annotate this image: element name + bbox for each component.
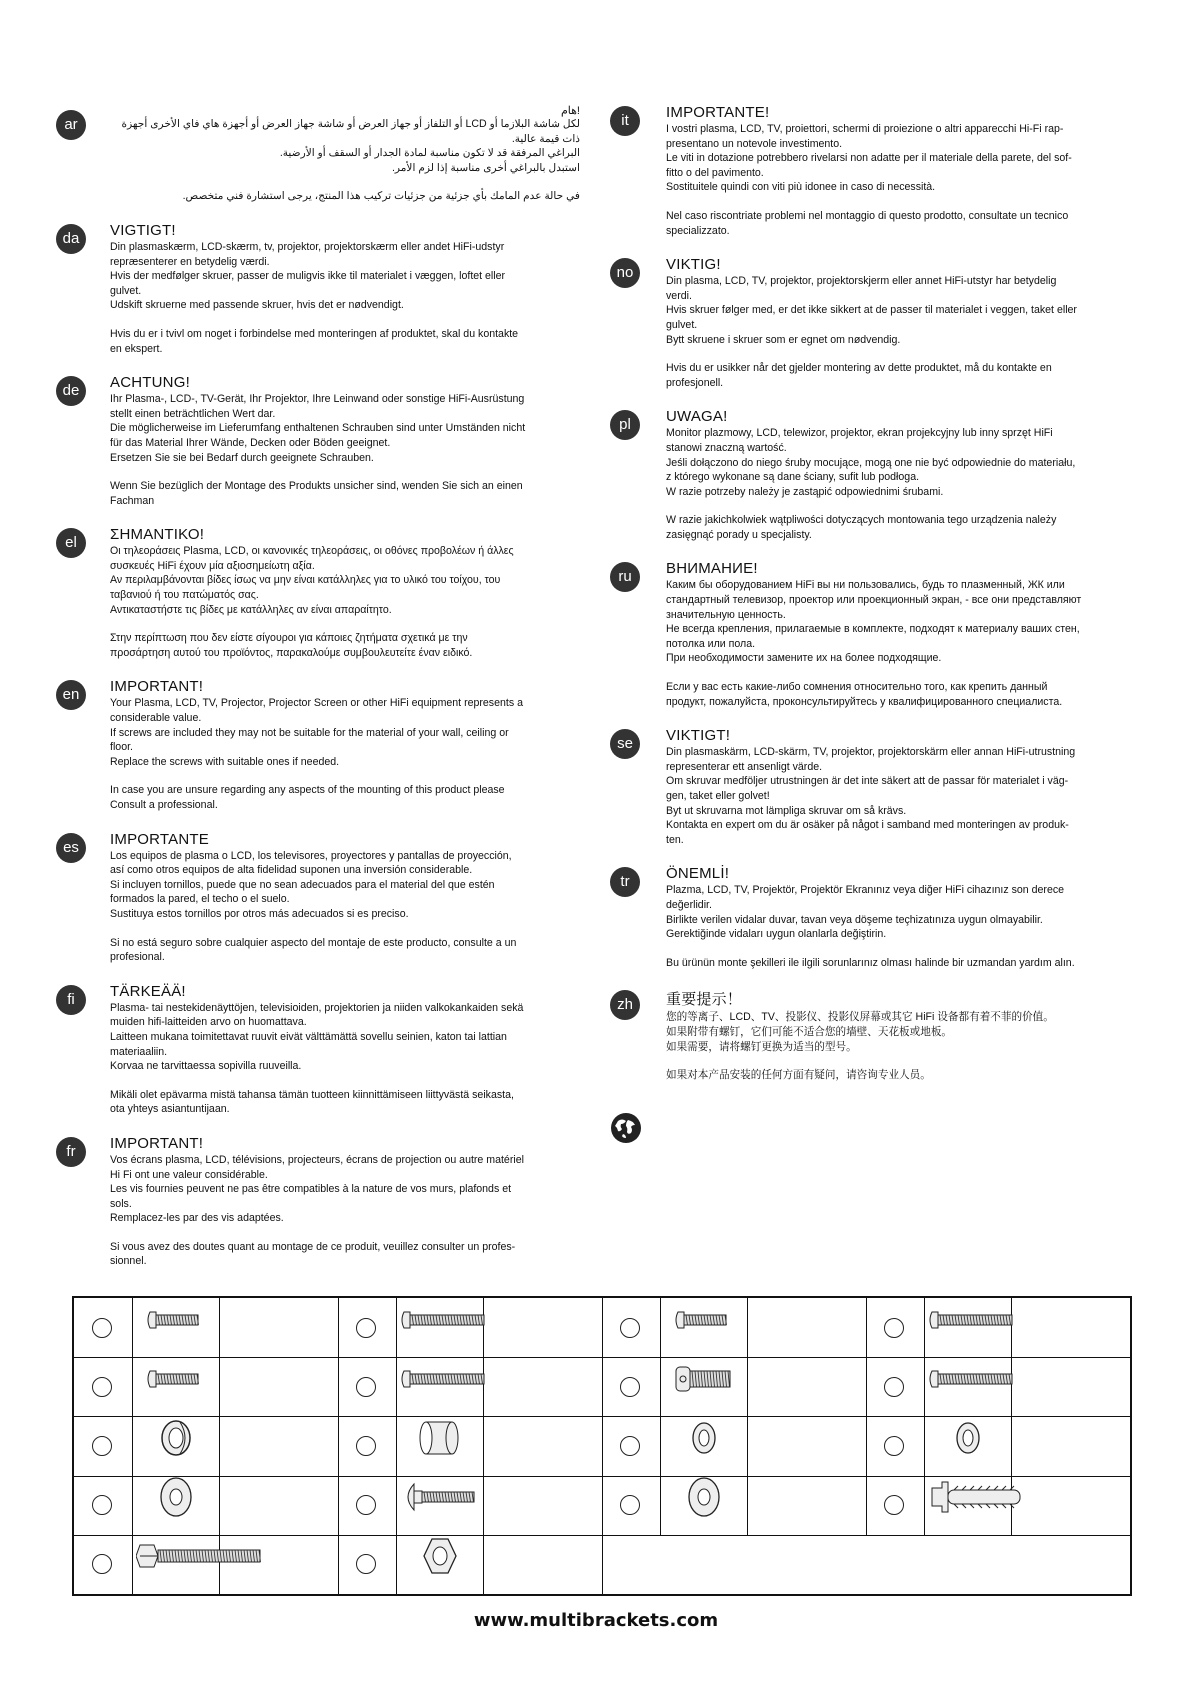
section-paragraph: Din plasmaskærm, LCD-skærm, tv, projektor, projektorskærm eller andet HiFi-udstyr repræsenterer en betydelig værdi. Hvis der medfølger skruer, passer de muligvis ikke til materialet i væggen, loftet eller gulvet. Udskift skruerne med passende skruer, hvis det er nødvendigt.	[110, 240, 506, 312]
washer-small-icon	[951, 1418, 985, 1463]
section-paragraph: Mikäli olet epävarma mistä tahansa tämän tuotteen kiinnittämiseen liittyvästä seikasta, ota yhteys asiantuntijaan.	[110, 1088, 514, 1116]
carriage-bolt-icon	[400, 1480, 480, 1519]
language-badge-fr: fr	[56, 1137, 86, 1167]
section-paragraph: Plasma- tai nestekidenäyttöjen, televisioiden, projektorien ja niiden valkokankaiden sekä muiden hifi-laitteiden arvo on huomattava. Laitteen mukana toimitettavat ruuvit eivät välttämättä sovellu seinien, katon tai lattian materiaaliin. Korvaa ne tarvittaessa sopivilla ruuveilla.	[110, 1001, 524, 1073]
section-paragraph: Vos écrans plasma, LCD, télévisions, projecteurs, écrans de projection ou autre matériel Hi Fi ont une valeur considérable. Les vis fournies peuvent ne pas être compatibles à la nature de vos murs, plafonds et sols. Remplacez-les par des vis adaptées.	[110, 1153, 524, 1225]
section-ar	[64, 104, 580, 204]
globe-icon	[610, 1112, 642, 1144]
section-zh	[617, 988, 1136, 1082]
section-paragraph: في حالة عدم المامك بأي جزئية من جزئيات تركيب هذا المنتج، يرجى استشارة فني متخصص.	[182, 190, 580, 203]
table-col-divider	[396, 1298, 397, 1594]
section-paragraph: In case you are unsure regarding any aspects of the mounting of this product please Consult a professional.	[110, 784, 505, 811]
table-col-divider	[660, 1298, 661, 1536]
section-se	[617, 727, 1136, 847]
section-paragraph: Bu ürünün monte şekilleri ile ilgili sorunlarınız olması halinde bir uzmandan yardım alın.	[666, 956, 1075, 969]
screw-long-icon	[928, 1309, 1018, 1336]
section-heading: ACHTUNG!	[110, 374, 190, 392]
section-paragraph: Monitor plazmowy, LCD, telewizor, projektor, ekran projekcyjny lub inny sprzęt HiFi stanowi znaczną wartość. Jeśli dołączono do niego śruby mocujące, mogą one nie być odpowiednie do materiału, z którego wykonane są dane ściany, sufit lub podłoga. W razie potrzeby należy je zastąpić odpowiednimi śrubami.	[666, 427, 1076, 498]
washer-flat-icon	[684, 1475, 724, 1524]
table-col-divider	[338, 1298, 339, 1594]
part-checkbox[interactable]	[92, 1495, 112, 1515]
part-checkbox[interactable]	[884, 1495, 904, 1515]
section-es	[63, 830, 580, 965]
table-col-divider	[602, 1298, 603, 1594]
table-col-divider	[132, 1298, 133, 1594]
section-da	[62, 221, 580, 356]
section-paragraph: Каким бы оборудованием HiFi вы ни пользовались, будь то плазменный, ЖК или стандартный телевизор, проектор или проекционный экран, - все они представляют значительную ценность. Не всегда крепления, прилагаемые в комплекте, подходят к материалу ваших стен, потолка или пола. При необходимости замените их на более подходящие.	[666, 579, 1082, 665]
section-paragraph: I vostri plasma, LCD, TV, proiettori, schermi di proiezione o altri apparecchi Hi-Fi rap- presentano un notevole investimento. Le viti in dotazione potrebbero rivelarsi non adatte per il materiale della parete, del sof- fitto o del pavimento. Sostituitele quindi con viti più idonee in caso di necessità.	[666, 123, 1072, 194]
language-badge-ar: ar	[56, 110, 86, 140]
section-heading: 重要提示！	[666, 991, 743, 1009]
washer-flat-icon	[156, 1475, 196, 1524]
language-badge-es: es	[56, 833, 86, 863]
section-heading: ÖNEMLİ!	[666, 865, 730, 883]
hex-bolt-icon	[136, 1541, 266, 1576]
language-badge-fi: fi	[56, 985, 86, 1015]
section-heading: VIKTIG!	[666, 256, 721, 274]
section-paragraph: Si no está seguro sobre cualquier aspecto del montaje de este producto, consulte a un profesional.	[110, 936, 517, 964]
table-col-divider	[924, 1298, 925, 1536]
section-paragraph: Si vous avez des doutes quant au montage de ce produit, veuillez consulter un profes- sionnel.	[110, 1240, 516, 1268]
section-pl	[619, 408, 1136, 542]
section-paragraph: Οι τηλεοράσεις Plasma, LCD, οι κανονικές τηλεοράσεις, οι οθόνες προβολέων ή άλλες συσκευές HiFi έχουν μία αξιοσημείωτη αξία. Αν περιλαμβάνονται βίδες ίσως να μην είναι κατάλληλες για το υλικό του τοίχου, του ταβανιού ή του πατώματός σας. Αντικαταστήστε τις βίδες με κατάλληλες αν είναι απαραίτητο.	[110, 545, 514, 616]
section-paragraph: Hvis du er i tvivl om noget i forbindelse med monteringen af produktet, skal du kontakte en ekspert.	[110, 327, 519, 355]
part-checkbox[interactable]	[884, 1318, 904, 1338]
section-heading: VIKTIGT!	[666, 727, 731, 745]
section-el	[65, 526, 580, 660]
wall-plug-icon	[928, 1480, 1028, 1519]
language-badge-no: no	[610, 258, 640, 288]
section-heading: IMPORTANT!	[110, 1134, 204, 1152]
table-col-divider	[483, 1298, 484, 1594]
section-paragraph: Wenn Sie bezüglich der Montage des Produkts unsicher sind, wenden Sie sich an einen Fachman	[110, 480, 523, 507]
section-heading: IMPORTANTE	[110, 830, 209, 848]
hex-nut-icon	[420, 1536, 460, 1581]
part-checkbox[interactable]	[356, 1377, 376, 1397]
section-paragraph: W razie jakichkolwiek wątpliwości dotyczących montowania tego urządzenia należy zasięgnąć porady u specjalisty.	[666, 514, 1057, 541]
section-paragraph: لكل شاشة البلازما أو LCD أو التلفاز أو جهاز العرض أو شاشة جهاز العرض أو أجهزة هاي فاي الأخرى أجهزة ذات قيمة عالية. البراغي المرفقة قد لا تكون مناسبة لمادة الجدار أو السقف أو الأرضية. استبدل بالبراغي أخرى مناسبة إذا لزم الأمر.	[121, 118, 580, 174]
section-fr	[66, 1134, 580, 1269]
left-column	[62, 104, 580, 1287]
right-column	[616, 104, 1136, 1101]
spacer-icon	[418, 1418, 462, 1463]
section-it	[621, 104, 1136, 238]
section-paragraph: Los equipos de plasma o LCD, los televisores, proyectores y pantallas de proyección, así como otros equipos de alta fidelidad suponen una inversión considerable. Si incluyen tornillos, puede que no sean adecuados para el material del que estén formados la pared, el techo o el suelo. Sustituya estos tornillos por otros más adecuados si es preciso.	[110, 849, 512, 920]
parts-table	[72, 1296, 1132, 1596]
section-en	[62, 678, 580, 812]
language-badge-el: el	[56, 528, 86, 558]
screw-long-icon	[400, 1309, 490, 1336]
section-paragraph: Din plasmaskärm, LCD-skärm, TV, projektor, projektorskärm eller annan HiFi-utrustning representerar ett ansenligt värde. Om skruvar medföljer utrustningen är det inte säkert att de passar för materialet i väg- gen, taket eller golvet! Byt ut skruvarna mot lämpliga skruvar om så krävs. Kontakta en expert om du är osäker på något i samband med monteringen av produk- ten.	[666, 746, 1076, 846]
section-paragraph: Если у вас есть какие-либо сомнения относительно того, как крепить данный продукт, пожалуйста, проконсультируйтесь у квалифицированного специалиста.	[666, 681, 1063, 708]
part-checkbox[interactable]	[620, 1318, 640, 1338]
section-heading: VIGTIGT!	[110, 221, 176, 239]
washer-small-icon	[687, 1418, 721, 1463]
section-heading: IMPORTANT!	[110, 678, 204, 696]
language-badge-de: de	[56, 376, 86, 406]
section-paragraph: Ihr Plasma-, LCD-, TV-Gerät, Ihr Projektor, Ihre Leinwand oder sonstige HiFi-Ausrüstung stellt einen beträchtlichen Wert dar. Die möglicherweise im Lieferumfang enthaltenen Schrauben sind unter Umständen nicht für das Material Ihrer Wände, Decken oder Böden geeignet. Ersetzen Sie sie bei Bedarf durch geeignete Schrauben.	[110, 393, 526, 464]
section-paragraph: 如果对本产品安装的任何方面有疑问，请咨询专业人员。	[666, 1069, 931, 1082]
screw-short-icon	[674, 1309, 734, 1336]
part-checkbox[interactable]	[356, 1318, 376, 1338]
screw-short-icon	[146, 1368, 206, 1395]
screw-short-icon	[146, 1309, 206, 1336]
section-paragraph: Din plasma, LCD, TV, projektor, projektorskjerm eller annet HiFi-utstyr har betydelig verdi. Hvis skruer følger med, er det ikke sikkert at de passer til materialet i veggen, taket eller gulvet. Bytt skruene i skruer som er egnet om nødvendig.	[666, 275, 1077, 346]
part-checkbox[interactable]	[620, 1495, 640, 1515]
section-heading: ΣΗΜΑΝΤΙΚΟ!	[110, 526, 205, 544]
part-checkbox[interactable]	[92, 1318, 112, 1338]
section-heading: UWAGA!	[666, 408, 728, 426]
screw-long-icon	[928, 1368, 1018, 1395]
section-paragraph: Plazma, LCD, TV, Projektör, Projektör Ekranınız veya diğer HiFi cihazınız son derece değerlidir. Birlikte verilen vidalar duvar, tavan veya döşeme teçhizatınıza uygun olmayabilir. Gerektiğinde vidaları uygun olanlarla değiştirin.	[666, 884, 1065, 941]
part-checkbox[interactable]	[356, 1554, 376, 1574]
screw-socket-icon	[674, 1365, 734, 1398]
section-heading: !هام	[560, 105, 580, 117]
section-fi	[67, 982, 580, 1117]
part-checkbox[interactable]	[884, 1436, 904, 1456]
section-tr	[620, 865, 1136, 970]
section-heading: IMPORTANTE!	[666, 104, 770, 121]
screw-long-icon	[400, 1368, 490, 1395]
section-heading: TÄRKEÄÄ!	[110, 982, 186, 1000]
language-badge-se: se	[610, 729, 640, 759]
section-paragraph: Hvis du er usikker når det gjelder montering av dette produktet, må du kontakte en profesjonell.	[666, 362, 1052, 389]
section-ru	[618, 560, 1136, 709]
section-de	[62, 374, 580, 508]
section-paragraph: Στην περίπτωση που δεν είστε σίγουροι για κάποιες ζητήματα σχετικά με την προσάρτηση αυτού του προϊόντος, παρακαλούμε συμβουλευτείτε έναν ειδικό.	[110, 632, 473, 659]
table-col-divider	[747, 1298, 748, 1536]
language-badge-ru: ru	[610, 562, 640, 592]
part-checkbox[interactable]	[620, 1436, 640, 1456]
part-checkbox[interactable]	[92, 1554, 112, 1574]
part-checkbox[interactable]	[884, 1377, 904, 1397]
language-badge-it: it	[610, 106, 640, 136]
section-heading: ВНИМАНИЕ!	[666, 560, 758, 578]
footer-url: www.multibrackets.com	[473, 1610, 719, 1631]
section-paragraph: Your Plasma, LCD, TV, Projector, Projector Screen or other HiFi equipment represents a considerable value. If screws are included they may not be suitable for the material of your wall, ceiling or floor. Replace the screws with suitable ones if needed.	[110, 697, 523, 768]
language-badge-tr: tr	[610, 867, 640, 897]
section-paragraph: Nel caso riscontriate problemi nel montaggio di questo prodotto, consultate un tecnico specializzato.	[666, 209, 1069, 237]
language-badge-en: en	[56, 680, 86, 710]
washer-thick-icon	[156, 1418, 196, 1463]
language-badge-pl: pl	[610, 410, 640, 440]
part-checkbox[interactable]	[356, 1436, 376, 1456]
part-checkbox[interactable]	[620, 1377, 640, 1397]
table-col-divider	[866, 1298, 867, 1536]
language-badge-zh: zh	[610, 990, 640, 1020]
part-checkbox[interactable]	[92, 1436, 112, 1456]
part-checkbox[interactable]	[356, 1495, 376, 1515]
section-no	[616, 256, 1136, 390]
language-badge-da: da	[56, 224, 86, 254]
section-paragraph: 您的等离子、LCD、TV、投影仪、投影仪屏幕或其它 HiFi 设备都有着不菲的价值。 如果附带有螺钉，它们可能不适合您的墙壁、天花板或地板。 如果需要，请将螺钉更换为适当的型号。	[666, 1011, 1054, 1053]
part-checkbox[interactable]	[92, 1377, 112, 1397]
